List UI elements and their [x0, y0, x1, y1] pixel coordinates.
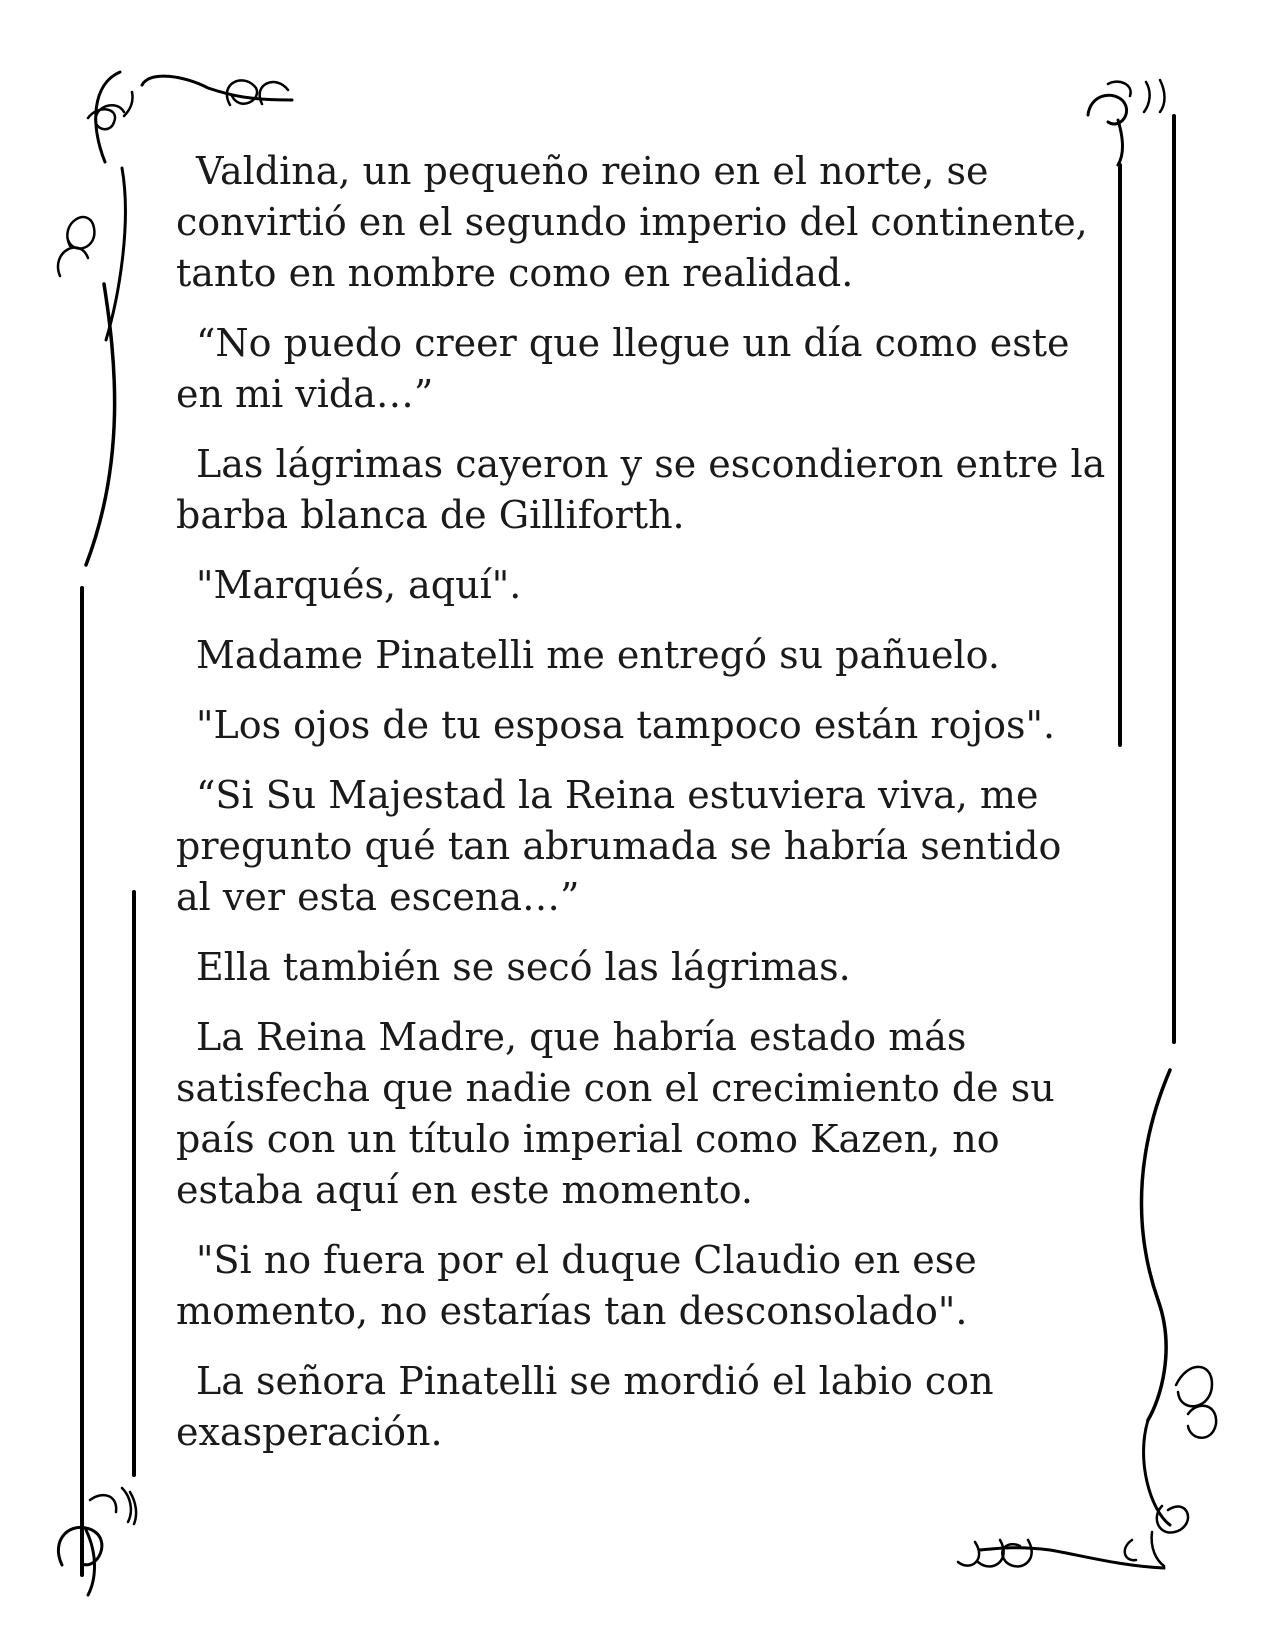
paragraph: Las lágrimas cayeron y se escondieron entre la barba blanca de Gilliforth. [176, 442, 1106, 537]
paragraph: "Si no fuera por el duque Claudio en ese momento, no estarías tan desconsolado". [176, 1238, 977, 1333]
paragraph: Ella también se secó las lágrimas. [196, 945, 851, 989]
flourish-bottom-left [58, 892, 136, 1595]
paragraph: “No puedo creer que llegue un día como este en mi vida…” [176, 321, 1070, 416]
page-text [176, 146, 1106, 1477]
paragraph: La Reina Madre, que habría estado más satisfecha que nadie con el crecimiento de su país con un título imperial como Kazen, no estaba aquí en este momento. [176, 1015, 1055, 1212]
paragraph: "Los ojos de tu esposa tampoco están rojos". [196, 703, 1056, 747]
paragraph: Madame Pinatelli me entregó su pañuelo. [196, 633, 1000, 677]
paragraph: "Marqués, aquí". [196, 563, 522, 607]
paragraph: Valdina, un pequeño reino en el norte, se convirtió en el segundo imperio del continente, tanto en nombre como en realidad. [176, 149, 1088, 295]
paragraph: La señora Pinatelli se mordió el labio con exasperación. [176, 1359, 994, 1454]
paragraph: “Si Su Majestad la Reina estuviera viva, me pregunto qué tan abrumada se habría sentido al ver esta escena…” [176, 773, 1062, 919]
